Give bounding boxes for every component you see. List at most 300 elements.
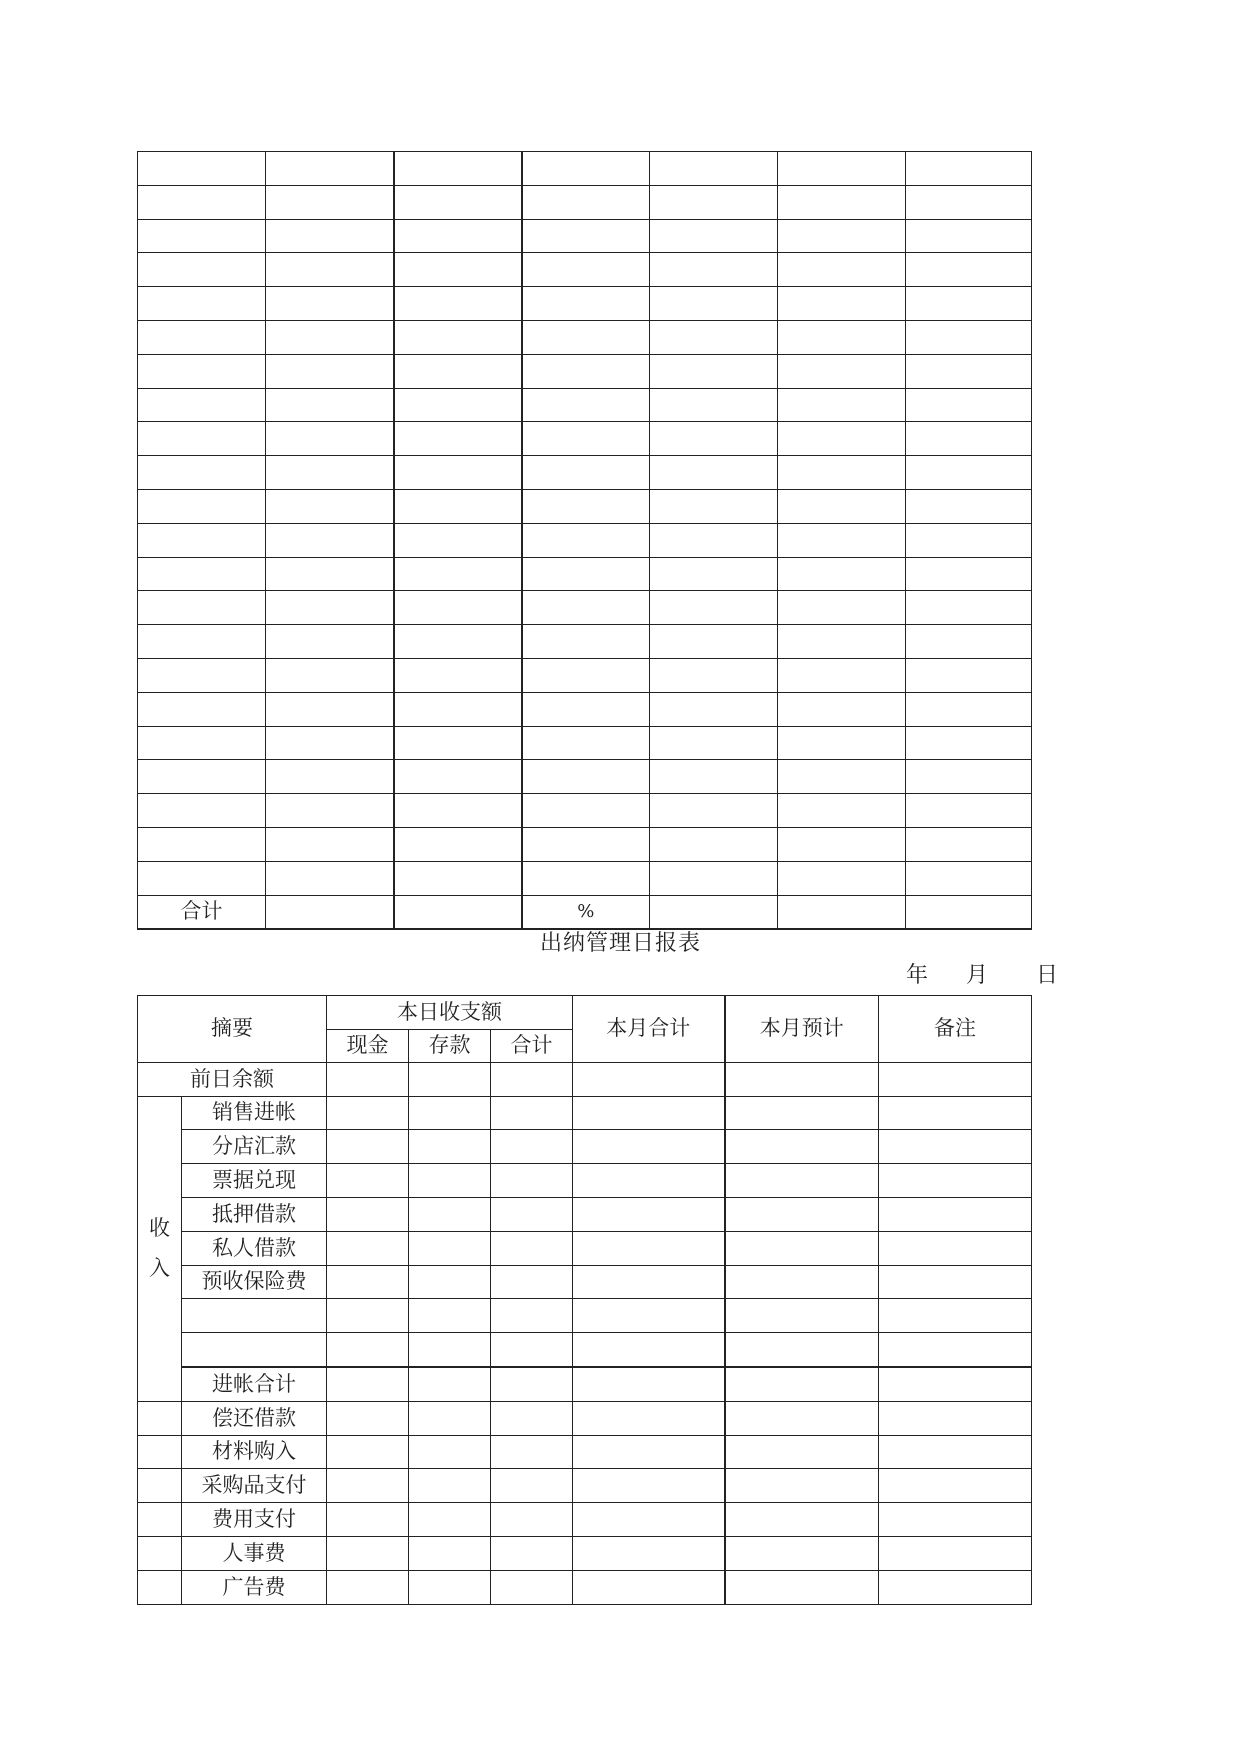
top-cell <box>778 456 906 490</box>
cell <box>327 1164 409 1198</box>
top-cell <box>778 422 906 456</box>
top-ledger-table <box>137 151 1032 930</box>
income-row <box>138 1333 1032 1367</box>
expense-group-cell <box>138 1435 182 1469</box>
top-cell <box>778 152 906 186</box>
expense-row <box>138 1536 1032 1570</box>
cell <box>491 1062 573 1096</box>
top-cell <box>906 388 1032 422</box>
top-cell <box>138 658 266 692</box>
top-cell <box>266 320 394 354</box>
top-ledger-body <box>138 152 1032 930</box>
cell <box>879 1503 1032 1537</box>
cell <box>725 1570 879 1604</box>
top-cell <box>394 185 522 219</box>
top-cell <box>778 185 906 219</box>
top-cell <box>138 794 266 828</box>
top-cell <box>522 489 650 523</box>
cell <box>725 1469 879 1503</box>
cell <box>879 1197 1032 1231</box>
top-cell <box>778 219 906 253</box>
top-cell <box>266 523 394 557</box>
income-total-row <box>138 1367 1032 1401</box>
top-cell <box>266 388 394 422</box>
expense-item-label: 广告费 <box>182 1570 327 1604</box>
income-row <box>138 1231 1032 1265</box>
cell <box>491 1503 573 1537</box>
top-cell <box>778 658 906 692</box>
top-table-row <box>138 692 1032 726</box>
top-cell <box>394 726 522 760</box>
top-cell <box>906 354 1032 388</box>
top-cell <box>906 591 1032 625</box>
cell <box>879 1265 1032 1299</box>
top-cell <box>394 456 522 490</box>
cell <box>725 1503 879 1537</box>
top-cell <box>522 658 650 692</box>
cell <box>573 1299 725 1333</box>
top-cell <box>138 253 266 287</box>
top-cell <box>138 354 266 388</box>
top-cell <box>778 287 906 321</box>
top-cell <box>650 692 778 726</box>
top-cell <box>138 827 266 861</box>
top-cell <box>906 760 1032 794</box>
cell <box>409 1299 491 1333</box>
cell <box>879 1062 1032 1096</box>
cell <box>879 1299 1032 1333</box>
date-year-label: 年 <box>906 963 929 988</box>
top-table-row <box>138 861 1032 895</box>
cell <box>725 1401 879 1435</box>
top-table-row <box>138 152 1032 186</box>
top-cell <box>266 253 394 287</box>
cell <box>327 1435 409 1469</box>
top-table-row <box>138 185 1032 219</box>
header-daily-amount: 本日收支额 <box>327 996 573 1030</box>
cell <box>573 1503 725 1537</box>
cell <box>491 1164 573 1198</box>
expense-row <box>138 1469 1032 1503</box>
header-summary: 摘要 <box>138 996 327 1063</box>
cell <box>879 1536 1032 1570</box>
cell <box>879 1231 1032 1265</box>
cell <box>573 1231 725 1265</box>
top-cell <box>650 287 778 321</box>
top-cell <box>650 794 778 828</box>
top-cell <box>778 320 906 354</box>
cell <box>491 1231 573 1265</box>
cell <box>491 1435 573 1469</box>
top-table-row <box>138 726 1032 760</box>
income-item-label: 分店汇款 <box>182 1130 327 1164</box>
cell <box>573 1435 725 1469</box>
top-cell <box>650 658 778 692</box>
cell <box>327 1536 409 1570</box>
cell <box>409 1062 491 1096</box>
expense-group-cell <box>138 1469 182 1503</box>
cell <box>725 1333 879 1367</box>
income-item-label <box>182 1299 327 1333</box>
income-item-label: 抵押借款 <box>182 1197 327 1231</box>
top-cell <box>522 287 650 321</box>
top-table-row <box>138 625 1032 659</box>
income-item-label <box>182 1333 327 1367</box>
expense-group-cell <box>138 1570 182 1604</box>
top-cell <box>522 591 650 625</box>
top-cell <box>906 557 1032 591</box>
cell <box>879 1333 1032 1367</box>
header-remarks: 备注 <box>879 996 1032 1063</box>
top-table-row <box>138 760 1032 794</box>
top-cell <box>778 827 906 861</box>
top-cell <box>778 354 906 388</box>
top-cell <box>650 726 778 760</box>
top-cell <box>778 489 906 523</box>
header-deposit: 存款 <box>409 1029 491 1062</box>
income-item-label: 预收保险费 <box>182 1265 327 1299</box>
top-cell <box>394 591 522 625</box>
cell <box>573 1570 725 1604</box>
top-cell <box>266 895 394 929</box>
top-cell <box>522 523 650 557</box>
top-cell <box>522 760 650 794</box>
top-cell <box>906 253 1032 287</box>
top-cell <box>394 794 522 828</box>
top-cell <box>778 760 906 794</box>
cell <box>327 1367 409 1401</box>
top-cell <box>266 354 394 388</box>
top-cell <box>906 219 1032 253</box>
prev-balance-row <box>138 1062 1032 1096</box>
top-cell <box>650 489 778 523</box>
income-row <box>138 1164 1032 1198</box>
top-cell <box>906 726 1032 760</box>
cell <box>573 1367 725 1401</box>
cell <box>573 1265 725 1299</box>
top-cell <box>650 388 778 422</box>
top-cell <box>138 523 266 557</box>
cell <box>409 1435 491 1469</box>
expense-item-label: 费用支付 <box>182 1503 327 1537</box>
top-table-row <box>138 591 1032 625</box>
cell <box>491 1333 573 1367</box>
top-cell <box>138 861 266 895</box>
top-cell <box>650 523 778 557</box>
cell <box>725 1130 879 1164</box>
cell <box>491 1570 573 1604</box>
cell <box>573 1333 725 1367</box>
cell <box>491 1367 573 1401</box>
top-cell <box>266 152 394 186</box>
top-cell <box>394 489 522 523</box>
top-cell <box>394 692 522 726</box>
top-cell <box>906 152 1032 186</box>
top-cell <box>906 658 1032 692</box>
top-table-row <box>138 557 1032 591</box>
top-cell <box>394 152 522 186</box>
top-total-row <box>138 895 1032 929</box>
cell <box>879 1469 1032 1503</box>
cashier-report-body <box>138 996 1032 1605</box>
top-cell <box>906 895 1032 929</box>
top-cell <box>650 422 778 456</box>
top-cell <box>138 456 266 490</box>
top-cell <box>266 219 394 253</box>
expense-item-label: 采购品支付 <box>182 1469 327 1503</box>
top-cell <box>394 388 522 422</box>
top-cell <box>778 591 906 625</box>
top-cell <box>650 861 778 895</box>
top-cell <box>778 388 906 422</box>
top-cell <box>650 760 778 794</box>
top-cell <box>906 320 1032 354</box>
cell <box>725 1299 879 1333</box>
cell <box>879 1130 1032 1164</box>
cell <box>327 1231 409 1265</box>
expense-group-cell <box>138 1401 182 1435</box>
top-cell <box>138 591 266 625</box>
expense-row <box>138 1435 1032 1469</box>
income-group-label-1: 收 <box>149 1216 170 1241</box>
prev-balance-label: 前日余额 <box>138 1062 327 1096</box>
top-cell <box>266 591 394 625</box>
cell <box>327 1197 409 1231</box>
cell <box>409 1570 491 1604</box>
cell <box>725 1231 879 1265</box>
date-day-label: 日 <box>1036 963 1059 988</box>
cell <box>725 1197 879 1231</box>
top-cell <box>138 185 266 219</box>
top-cell <box>650 152 778 186</box>
cell <box>327 1333 409 1367</box>
top-cell <box>650 354 778 388</box>
top-cell <box>778 726 906 760</box>
top-cell <box>138 625 266 659</box>
expense-row <box>138 1570 1032 1604</box>
top-table-row <box>138 287 1032 321</box>
top-cell <box>778 253 906 287</box>
top-cell <box>778 557 906 591</box>
cell <box>491 1197 573 1231</box>
top-cell <box>522 692 650 726</box>
top-cell <box>266 760 394 794</box>
top-cell <box>650 827 778 861</box>
top-cell <box>650 320 778 354</box>
cell <box>327 1503 409 1537</box>
header-row <box>138 996 1032 1030</box>
top-cell <box>394 557 522 591</box>
top-cell <box>266 287 394 321</box>
top-cell <box>266 185 394 219</box>
top-cell <box>138 219 266 253</box>
top-cell <box>650 185 778 219</box>
top-cell <box>778 861 906 895</box>
report-title: 出纳管理日报表 <box>539 931 701 956</box>
cell <box>879 1367 1032 1401</box>
top-cell <box>650 895 778 929</box>
cell <box>879 1435 1032 1469</box>
top-cell <box>266 794 394 828</box>
top-cell <box>138 152 266 186</box>
cell <box>573 1197 725 1231</box>
top-cell <box>522 861 650 895</box>
top-cell <box>138 287 266 321</box>
top-cell <box>138 388 266 422</box>
top-table-row <box>138 354 1032 388</box>
cell <box>725 1367 879 1401</box>
cashier-daily-report-table <box>137 995 1032 1605</box>
top-cell <box>906 456 1032 490</box>
top-cell <box>650 591 778 625</box>
top-cell <box>778 692 906 726</box>
expense-item-label: 偿还借款 <box>182 1401 327 1435</box>
cell <box>409 1503 491 1537</box>
top-cell <box>394 895 522 929</box>
top-cell <box>394 422 522 456</box>
cell <box>327 1469 409 1503</box>
top-cell <box>778 794 906 828</box>
expense-row <box>138 1503 1032 1537</box>
top-cell <box>522 253 650 287</box>
top-cell <box>650 219 778 253</box>
cell <box>725 1062 879 1096</box>
cell <box>879 1096 1032 1130</box>
top-cell <box>522 557 650 591</box>
cell <box>409 1265 491 1299</box>
top-cell <box>394 287 522 321</box>
cell <box>725 1435 879 1469</box>
cell <box>327 1570 409 1604</box>
income-row <box>138 1265 1032 1299</box>
cell <box>327 1265 409 1299</box>
cell <box>409 1231 491 1265</box>
top-table-row <box>138 489 1032 523</box>
cell <box>409 1536 491 1570</box>
cell <box>491 1130 573 1164</box>
date-month-label: 月 <box>966 963 989 988</box>
top-cell <box>522 625 650 659</box>
income-item-label: 票据兑现 <box>182 1164 327 1198</box>
cell <box>327 1096 409 1130</box>
top-cell <box>394 760 522 794</box>
cell <box>491 1096 573 1130</box>
expense-item-label: 材料购入 <box>182 1435 327 1469</box>
cell <box>573 1536 725 1570</box>
top-table-row <box>138 388 1032 422</box>
top-cell <box>394 827 522 861</box>
top-cell <box>394 658 522 692</box>
top-cell <box>906 827 1032 861</box>
top-cell <box>266 489 394 523</box>
cell <box>409 1469 491 1503</box>
cell <box>409 1164 491 1198</box>
top-table-row <box>138 253 1032 287</box>
cell <box>491 1299 573 1333</box>
top-cell <box>906 692 1032 726</box>
income-group-label-2: 入 <box>149 1255 170 1280</box>
cell <box>327 1062 409 1096</box>
top-cell <box>138 557 266 591</box>
top-cell <box>266 456 394 490</box>
top-cell <box>138 692 266 726</box>
top-cell <box>266 692 394 726</box>
top-cell <box>906 185 1032 219</box>
cell <box>491 1401 573 1435</box>
cell <box>573 1469 725 1503</box>
top-cell <box>266 557 394 591</box>
cell <box>573 1164 725 1198</box>
top-cell <box>138 489 266 523</box>
top-cell <box>394 523 522 557</box>
top-cell <box>906 523 1032 557</box>
cell <box>879 1164 1032 1198</box>
top-table-row <box>138 523 1032 557</box>
cell <box>725 1536 879 1570</box>
top-cell <box>522 388 650 422</box>
top-cell <box>906 861 1032 895</box>
cell <box>491 1469 573 1503</box>
top-cell <box>266 658 394 692</box>
cell <box>879 1401 1032 1435</box>
income-item-label: 私人借款 <box>182 1231 327 1265</box>
top-cell <box>906 287 1032 321</box>
cell <box>573 1130 725 1164</box>
top-total-label: 合计 <box>138 895 266 929</box>
top-cell <box>394 253 522 287</box>
cell <box>409 1401 491 1435</box>
expense-group-cell <box>138 1536 182 1570</box>
expense-item-label: 人事费 <box>182 1536 327 1570</box>
top-cell <box>906 422 1032 456</box>
cell <box>725 1164 879 1198</box>
top-percent-symbol: % <box>522 895 650 929</box>
top-cell <box>906 794 1032 828</box>
top-cell <box>522 794 650 828</box>
top-cell <box>266 827 394 861</box>
top-cell <box>650 456 778 490</box>
expense-row <box>138 1401 1032 1435</box>
top-cell <box>394 320 522 354</box>
top-cell <box>522 152 650 186</box>
top-cell <box>522 219 650 253</box>
top-table-row <box>138 827 1032 861</box>
income-row <box>138 1299 1032 1333</box>
cell <box>327 1299 409 1333</box>
cell <box>409 1197 491 1231</box>
cell <box>491 1536 573 1570</box>
top-cell <box>522 827 650 861</box>
top-cell <box>394 354 522 388</box>
top-cell <box>650 625 778 659</box>
top-cell <box>266 861 394 895</box>
top-cell <box>266 625 394 659</box>
top-table-row <box>138 422 1032 456</box>
cell <box>327 1130 409 1164</box>
cell <box>879 1570 1032 1604</box>
top-table-row <box>138 320 1032 354</box>
top-cell <box>138 760 266 794</box>
cell <box>409 1130 491 1164</box>
income-row <box>138 1197 1032 1231</box>
top-cell <box>138 726 266 760</box>
top-cell <box>394 861 522 895</box>
header-month-forecast: 本月预计 <box>725 996 879 1063</box>
top-cell <box>650 253 778 287</box>
income-total-label: 进帐合计 <box>182 1367 327 1401</box>
top-cell <box>522 354 650 388</box>
top-cell <box>522 320 650 354</box>
